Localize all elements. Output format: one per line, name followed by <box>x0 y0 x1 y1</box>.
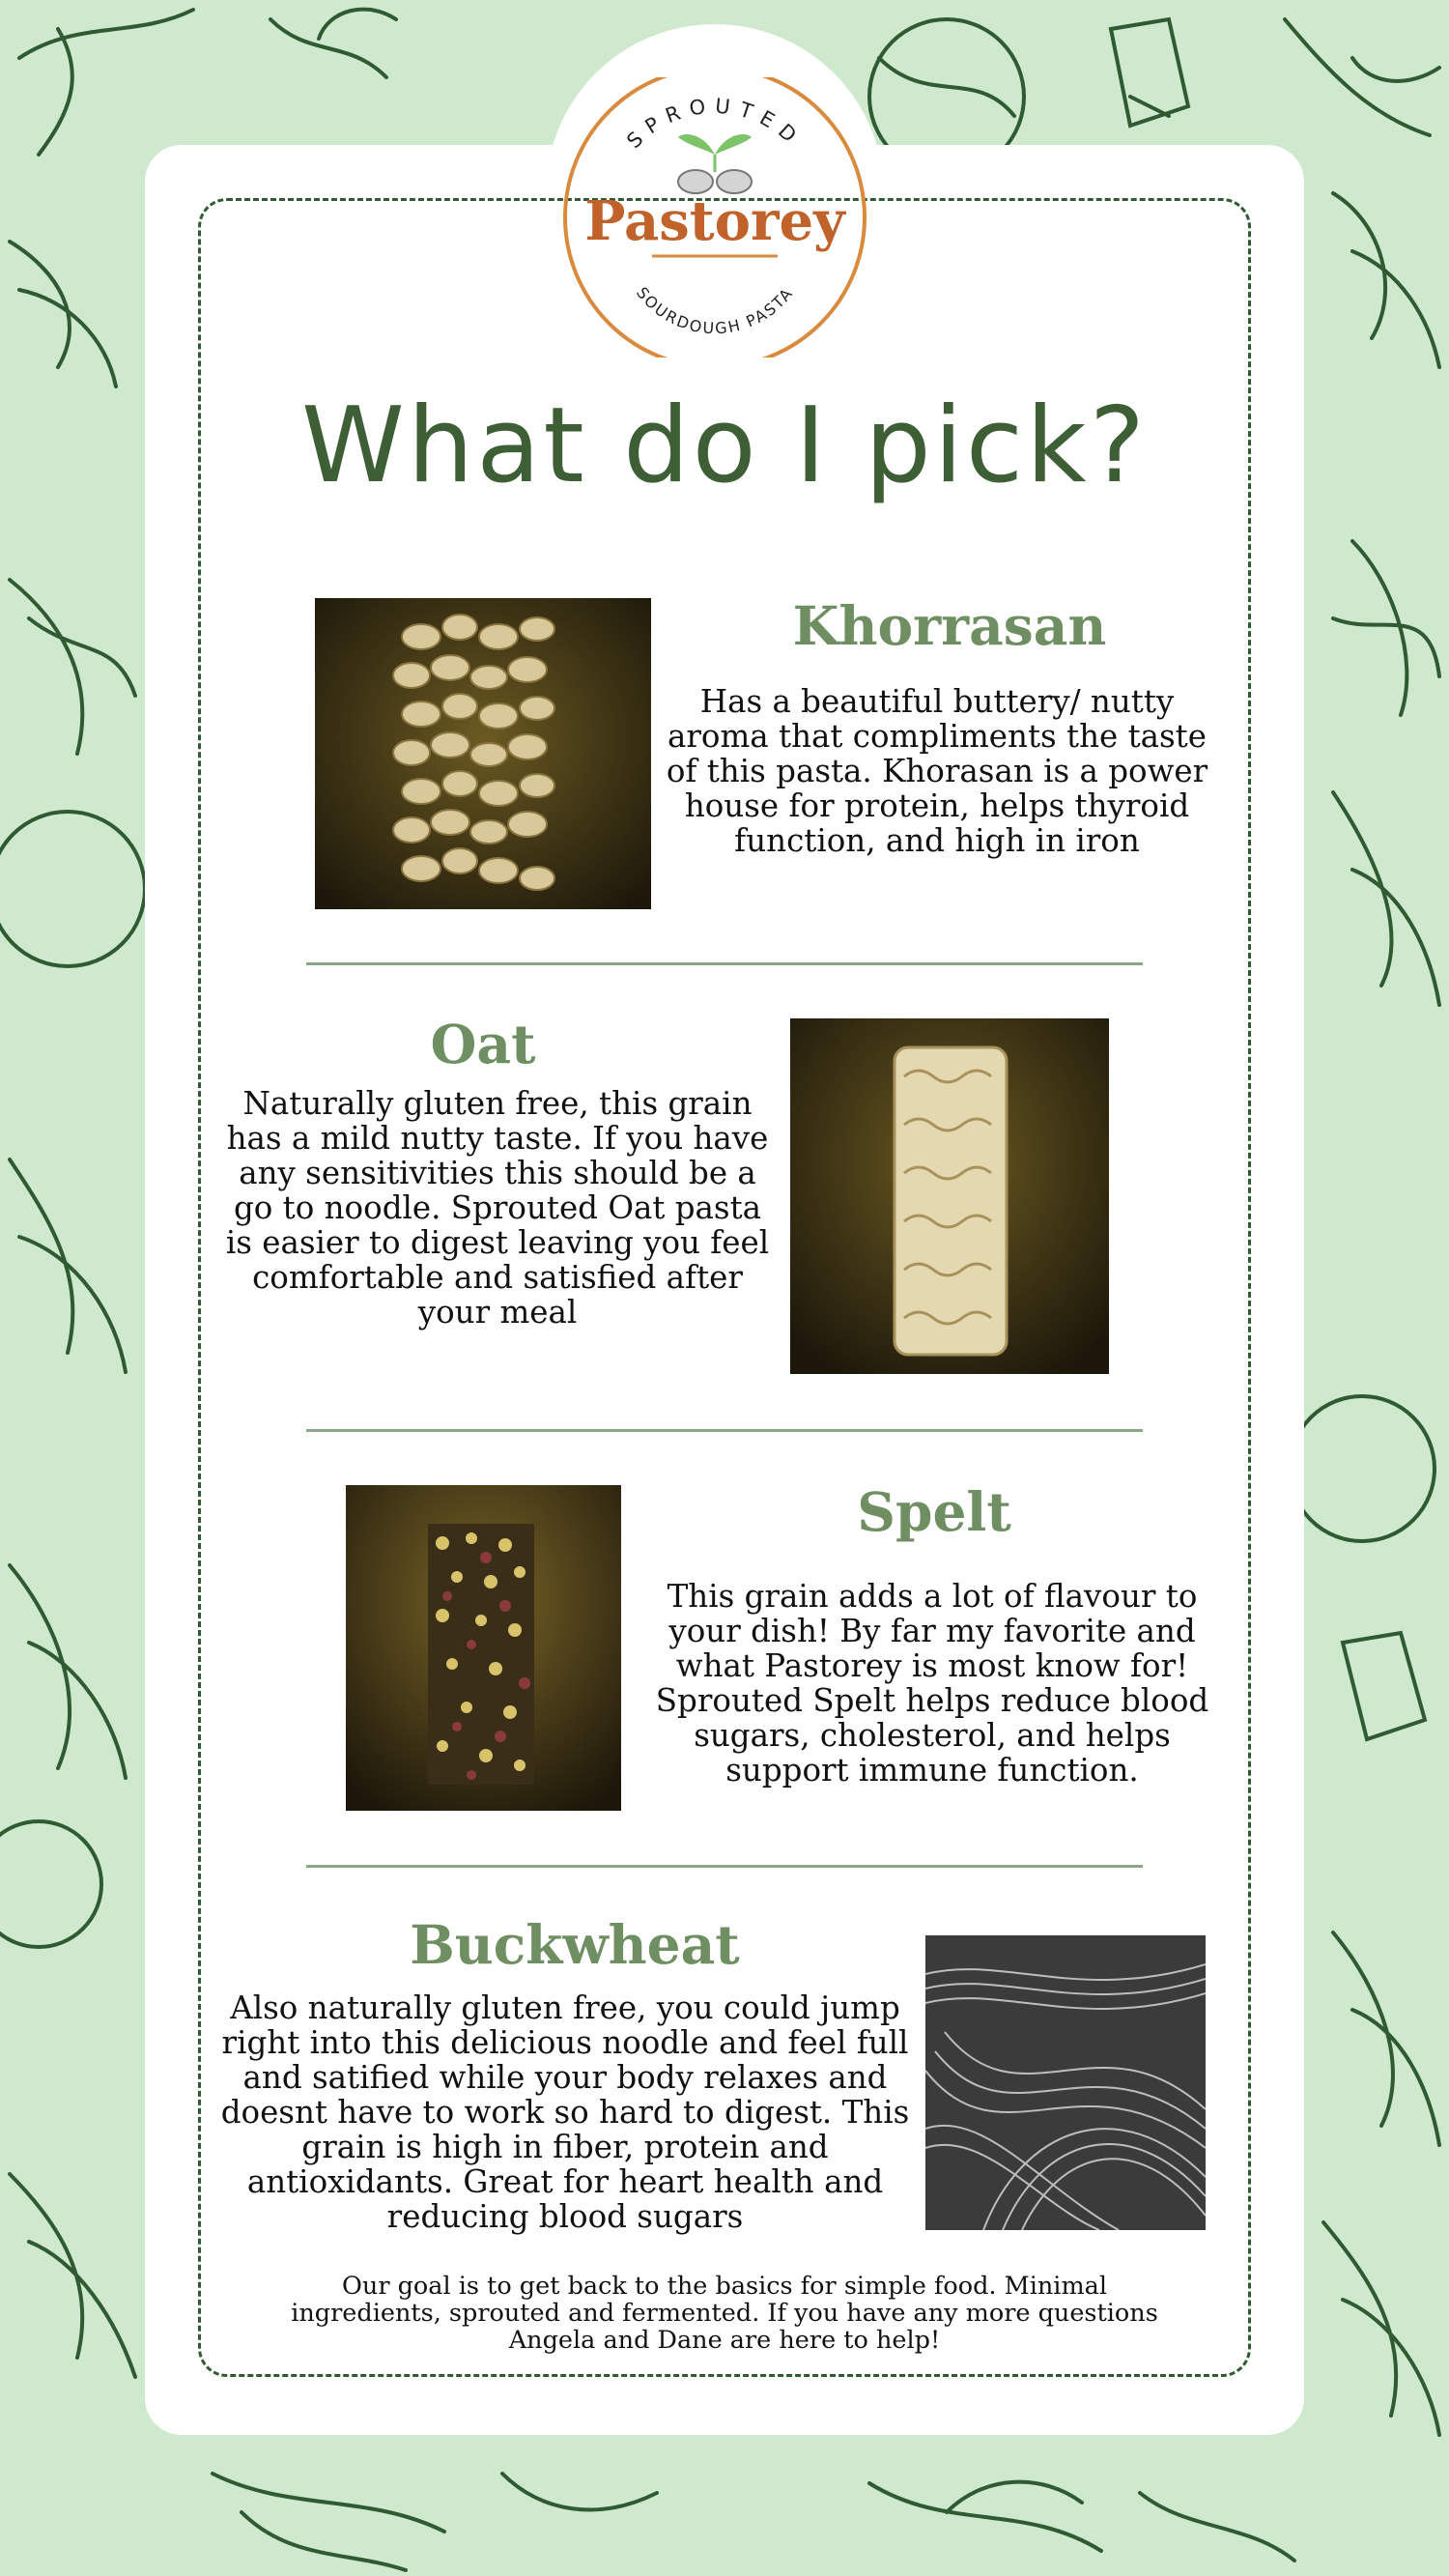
page-title: What do I pick? <box>300 386 1149 506</box>
logo-wordmark: Pastorey <box>584 189 845 253</box>
khorrasan-heading: Khorrasan <box>792 594 1107 657</box>
svg-text:SPROUTED <box>622 94 807 153</box>
oat-description: Naturally gluten free, this grain has a mild nutty taste. If you have any sensitivities this should be a go to noodle. Sprouted Oat pasta is easier to digest leaving you feel comfortable and satisfied after your meal <box>225 1085 770 1331</box>
spelt-pasta-photo <box>346 1485 621 1811</box>
oat-heading: Oat <box>430 1013 536 1075</box>
section-divider <box>306 962 1143 965</box>
buckwheat-noodles-photo <box>925 1935 1206 2230</box>
logo-bottom-arc: SOURDOUGH PASTA <box>633 283 797 338</box>
buckwheat-heading: Buckwheat <box>410 1913 740 1976</box>
section-divider <box>306 1865 1143 1868</box>
khorasan-pasta-photo <box>315 598 651 909</box>
footer-note: Our goal is to get back to the basics for simple food. Minimal ingredients, sprouted and fermented. If you have any more questions Angela and Dane are here to help! <box>291 2272 1158 2355</box>
buckwheat-description: Also naturally gluten free, you could jump right into this delicious noodle and feel full and satified while your body relaxes and doesnt have to work so hard to digest. This grain is high in fiber, protein and antioxidants. Great for heart health and reducing blood sugars <box>220 1989 910 2235</box>
spelt-heading: Spelt <box>857 1480 1011 1543</box>
khorrasan-description: Has a beautiful buttery/ nutty aroma that compliments the taste of this pasta. Khorasan is a power house for protein, helps thyroid function, and high in iron <box>666 683 1208 859</box>
svg-text:SOURDOUGH PASTA <box>633 283 797 337</box>
section-divider <box>306 1429 1143 1432</box>
pastorey-logo <box>560 77 869 358</box>
oat-pasta-photo <box>790 1018 1109 1374</box>
spelt-description: This grain adds a lot of flavour to your dish! By far my favorite and what Pastorey is most know for! Sprouted Spelt helps reduce blood sugars, cholesterol, and helps support immune function. <box>655 1578 1209 1789</box>
logo-top-arc: SPROUTED <box>622 94 808 154</box>
